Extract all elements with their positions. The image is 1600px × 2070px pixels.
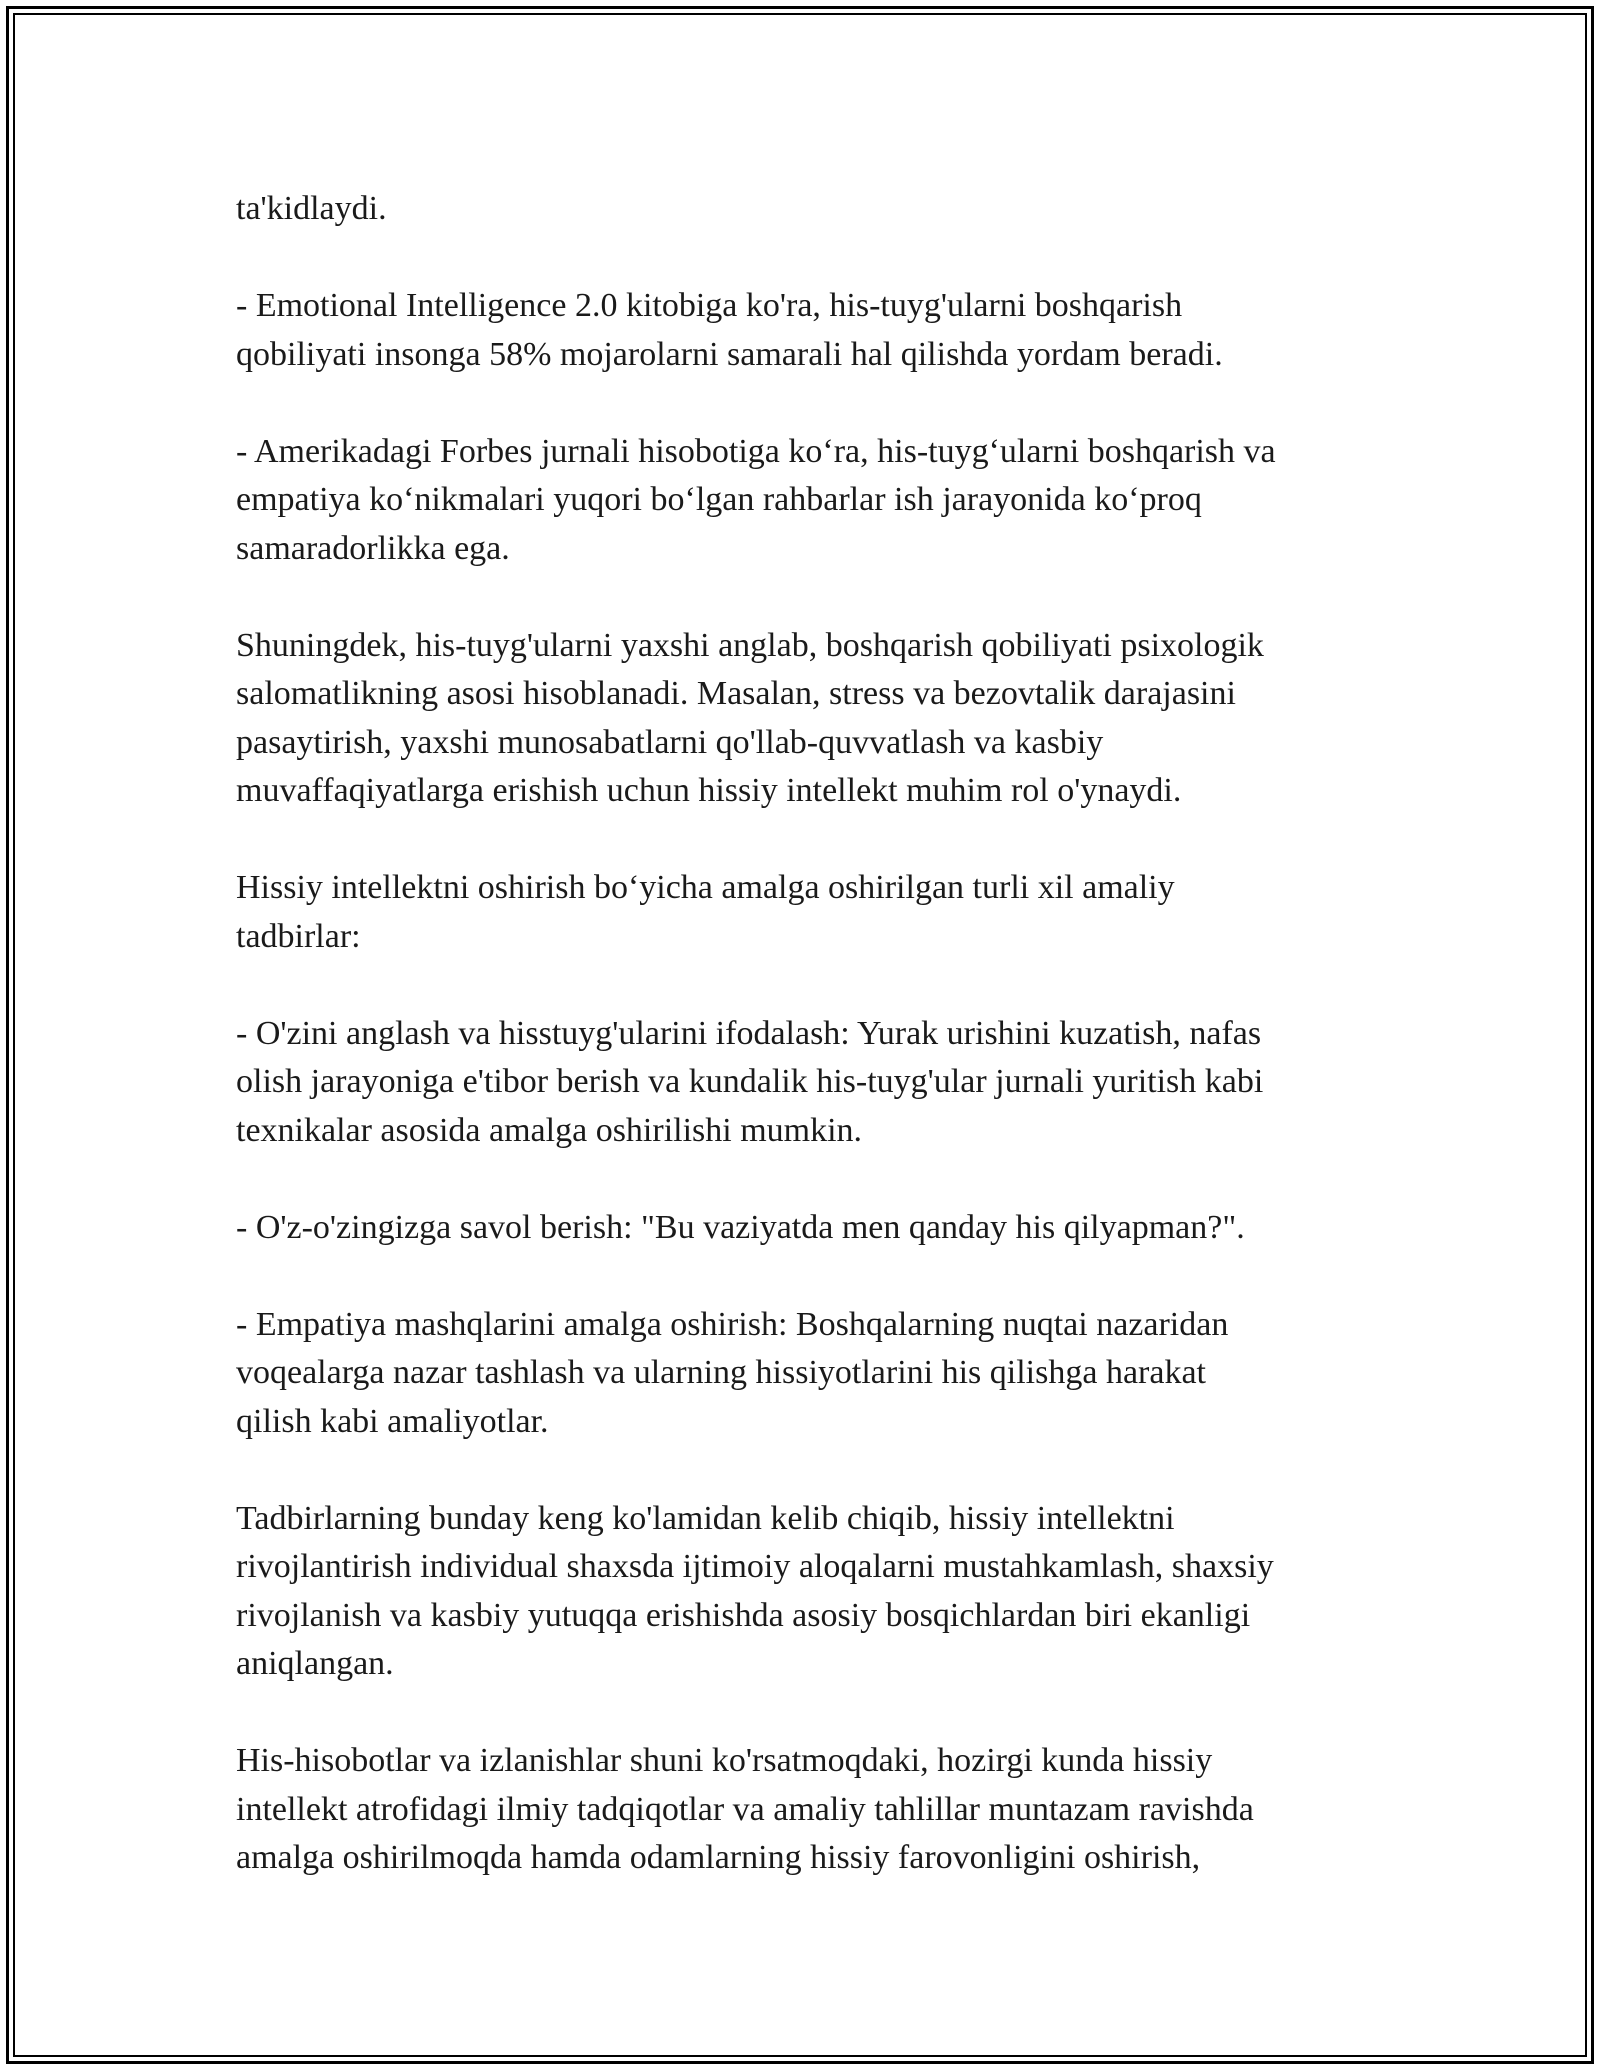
paragraph-emotional-intelligence-book: - Emotional Intelligence 2.0 kitobiga ko'ra, his-tuyg'ularni boshqarish qobiliyati insonga 58% mojarolarni samarali hal qilishda yordam beradi. [236,287,1223,373]
paragraph-research-reports: His-hisobotlar va izlanishlar shuni ko'rsatmoqdaki, hozirgi kunda hissiy intellekt atrofidagi ilmiy tadqiqotlar va amaliy tahlillar muntazam ravishda amalga oshirilmoqda hamda odamlarning hissiy farovonligini oshirish, [236,1742,1254,1876]
paragraph-practical-measures-intro: Hissiy intellektni oshirish boʻyicha amalga oshirilgan turli xil amaliy tadbirlar: [236,869,1175,955]
paragraph-forbes-report: - Amerikadagi Forbes jurnali hisobotiga koʻra, his-tuygʻularni boshqarish va empatiya koʻnikmalari yuqori boʻlgan rahbarlar ish jarayonida koʻproq samaradorlikka ega. [236,432,1276,567]
document-body [236,185,1386,1883]
paragraph-empathy-exercises: - Empatiya mashqlarini amalga oshirish: Boshqalarning nuqtai nazaridan voqealarga nazar tashlash va ularning hissiyotlarini his qilishga harakat qilish kabi amaliyotlar. [236,1305,1229,1440]
paragraph-self-questioning: - O'z-o'zingizga savol berish: "Bu vaziyatda men qanday his qilyapman?". [236,1208,1245,1246]
paragraph-self-awareness: - O'zini anglash va hisstuyg'ularini ifodalash: Yurak urishini kuzatish, nafas olish jarayoniga e'tibor berish va kundalik his-tuyg'ular jurnali yuritish kabi texnikalar asosida amalga oshirilishi mumkin. [236,1014,1264,1149]
paragraph-psychological-health: Shuningdek, his-tuyg'ularni yaxshi anglab, boshqarish qobiliyati psixologik salomatlikning asosi hisoblanadi. Masalan, stress va bezovtalik darajasini pasaytirish, yaxshi munosabatlarni qo'llab-quvvatlash va kasbiy muvaffaqiyatlarga erishish uchun hissiy intellekt muhim rol o'ynaydi. [236,626,1264,809]
paragraph-scope-of-measures: Tadbirlarning bunday keng ko'lamidan kelib chiqib, hissiy intellektni rivojlantirish individual shaxsda ijtimoiy aloqalarni mustahkamlash, shaxsiy rivojlanish va kasbiy yutuqqa erishishda asosiy bosqichlardan biri ekanligi aniqlangan. [236,1499,1274,1682]
paragraph-continuation: ta'kidlaydi. [236,190,387,227]
